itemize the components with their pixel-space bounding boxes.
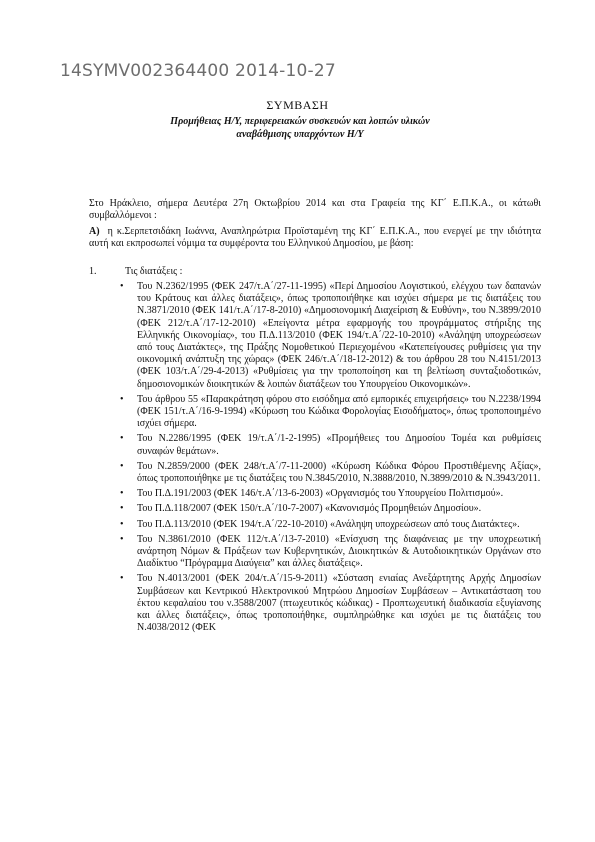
provision-item	[120, 503, 541, 515]
party-a-label: Α)	[89, 226, 100, 237]
bullet-icon: •	[120, 573, 124, 585]
provision-text: Του άρθρου 55 «Παρακράτηση φόρου στο εισόδημα από εμπορικές επιχειρήσεις» του Ν.2238/1994 (ΦΕΚ 151/τ.Α΄/16-9-1994) «Κύρωση του Κώδικα Φορολογίας Εισοδήματος», όπως τροποποιημένο ισχύει σήμερα.	[137, 393, 541, 430]
provision-item	[120, 281, 541, 391]
provisions-list	[120, 281, 541, 637]
provision-item	[120, 394, 541, 431]
party-a-paragraph	[89, 226, 541, 250]
provision-text: Του Ν.4013/2001 (ΦΕΚ 204/τ.Α΄/15-9-2011) «Σύσταση ενιαίας Ανεξάρτητης Αρχής Δημοσίων Συμβάσεων και Κεντρικού Ηλεκτρονικού Μητρώου Δημοσίων Συμβάσεων – Αντικατάσταση του έκτου κεφαλαίου του ν.3588/2007 (πτωχευτικός κώδικας) - Προπτωχευτική διαδικασία εξυγίανσης και άλλες διατάξεις», όπως τροποποιήθηκε, συμπληρώθηκε και ισχύει με τις διατάξεις του Ν.4038/2012 (ΦΕΚ	[137, 573, 541, 634]
provision-item	[120, 534, 541, 571]
provision-text: Του Ν.2286/1995 (ΦΕΚ 19/τ.Α΄/1-2-1995) «Προμήθειες του Δημοσίου Τομέα και ρυθμίσεις συναφών θεμάτων».	[137, 433, 541, 457]
provision-item	[120, 573, 541, 634]
bullet-icon: •	[120, 488, 124, 500]
provision-text: Του Ν.2859/2000 (ΦΕΚ 248/τ.Α΄/7-11-2000) «Κύρωση Κώδικα Φόρου Προστιθέμενης Αξίας», όπως τροποποιήθηκε με τις διατάξεις του Ν.3845/2010, Ν.3888/2010, Ν.3899/2010 & Ν.3943/2011.	[137, 460, 541, 485]
bullet-icon: •	[120, 393, 124, 405]
bullet-icon: •	[120, 433, 124, 445]
bullet-icon: •	[120, 518, 124, 530]
bullet-icon: •	[120, 503, 124, 515]
document-title: ΣΥΜΒΑΣΗ	[266, 98, 329, 112]
provision-text: Του Π.Δ.113/2010 (ΦΕΚ 194/τ.Α΄/22-10-2010) «Ανάληψη υποχρεώσεων από τους Διατάκτες».	[137, 518, 520, 530]
intro-paragraph: Στο Ηράκλειο, σήμερα Δευτέρα 27η Οκτωβρίου 2014 και στα Γραφεία της ΚΓ΄ Ε.Π.Κ.Α., οι κάτωθι συμβαλλόμενοι :	[89, 198, 541, 222]
provision-item	[120, 488, 541, 500]
section-heading: Τις διατάξεις :	[125, 266, 183, 277]
provision-text: Του Π.Δ.191/2003 (ΦΕΚ 146/τ.Α΄/13-6-2003) «Οργανισμός του Υπουργείου Πολιτισμού».	[137, 488, 504, 500]
party-a-text: η κ.Σερπετσιδάκη Ιωάννα, Αναπληρώτρια Προϊσταμένη της ΚΓ΄ Ε.Π.Κ.Α., που ενεργεί με την ιδιότητα αυτή και εκπροσωπεί νόμιμα τα συμφέροντα του Ελληνικού Δημοσίου, με βάση:	[89, 226, 542, 250]
provision-text: Του Ν.2362/1995 (ΦΕΚ 247/τ.Α΄/27-11-1995) «Περί Δημοσίου Λογιστικού, ελέγχου των δαπανών του Κράτους και άλλες διατάξεις», όπως τροποποιήθηκε και ισχύει σήμερα με τις διατάξεις του Ν.3871/2010 (ΦΕΚ 141/τ.Α΄/17-8-2010) «Δημοσιονομική Διαχείριση & Ευθύνη», του Ν.3899/2010 (ΦΕΚ 212/τ.Α΄/17-12-2010) «Επείγοντα μέτρα εφαρμογής του προγράμματος στήριξης της Ελληνικής Οικονομίας», του Π.Δ.113/2010 (ΦΕΚ 194/τ.Α΄/22-10-2010) «Ανάληψη υποχρεώσεων από τους Διατάκτες», της Πράξης Νομοθετικού Περιεχομένου «Κατεπείγουσες ρυθμίσεις για την οικονομική ανάπτυξη της χώρας» (ΦΕΚ 246/τ.Α΄/18-12-2012) & του άρθρου 28 του Ν.4151/2013 (ΦΕΚ 103/τ.Α΄/29-4-2013) «Ρυθμίσεις για την τροποποίηση και τη βελτίωση συνταξιοδοτικών, δημοσιονομικών διοικητικών & λοιπών διατάξεων του Υπουργείου Οικονομικών».	[137, 281, 541, 390]
bullet-icon: •	[120, 533, 124, 545]
provision-text: Του Ν.3861/2010 (ΦΕΚ 112/τ.Α΄/13-7-2010) «Ενίσχυση της διαφάνειας με την υποχρεωτική ανάρτηση Νόμων & Πράξεων των Κυβερνητικών, Διοικητικών & Αυτοδιοικητικών Οργάνων στο Διαδίκτυο “Πρόγραμμα Διαύγεια” και άλλες διατάξεις».	[137, 533, 541, 570]
section-number: 1.	[89, 266, 97, 277]
provision-item	[120, 461, 541, 485]
provision-item	[120, 433, 541, 457]
document-id-stamp: 14SYMV002364400 2014-10-27	[60, 61, 336, 81]
bullet-icon: •	[120, 281, 124, 292]
bullet-icon: •	[120, 460, 124, 472]
document-subtitle: Προμήθειας Η/Υ, περιφερειακών συσκευών και λοιπών υλικών αναβάθμισης υπαρχόντων Η/Υ	[170, 116, 430, 140]
provision-text: Του Π.Δ.118/2007 (ΦΕΚ 150/τ.Α΄/10-7-2007) «Κανονισμός Προμηθειών Δημοσίου».	[137, 503, 482, 515]
provision-item	[120, 519, 541, 531]
